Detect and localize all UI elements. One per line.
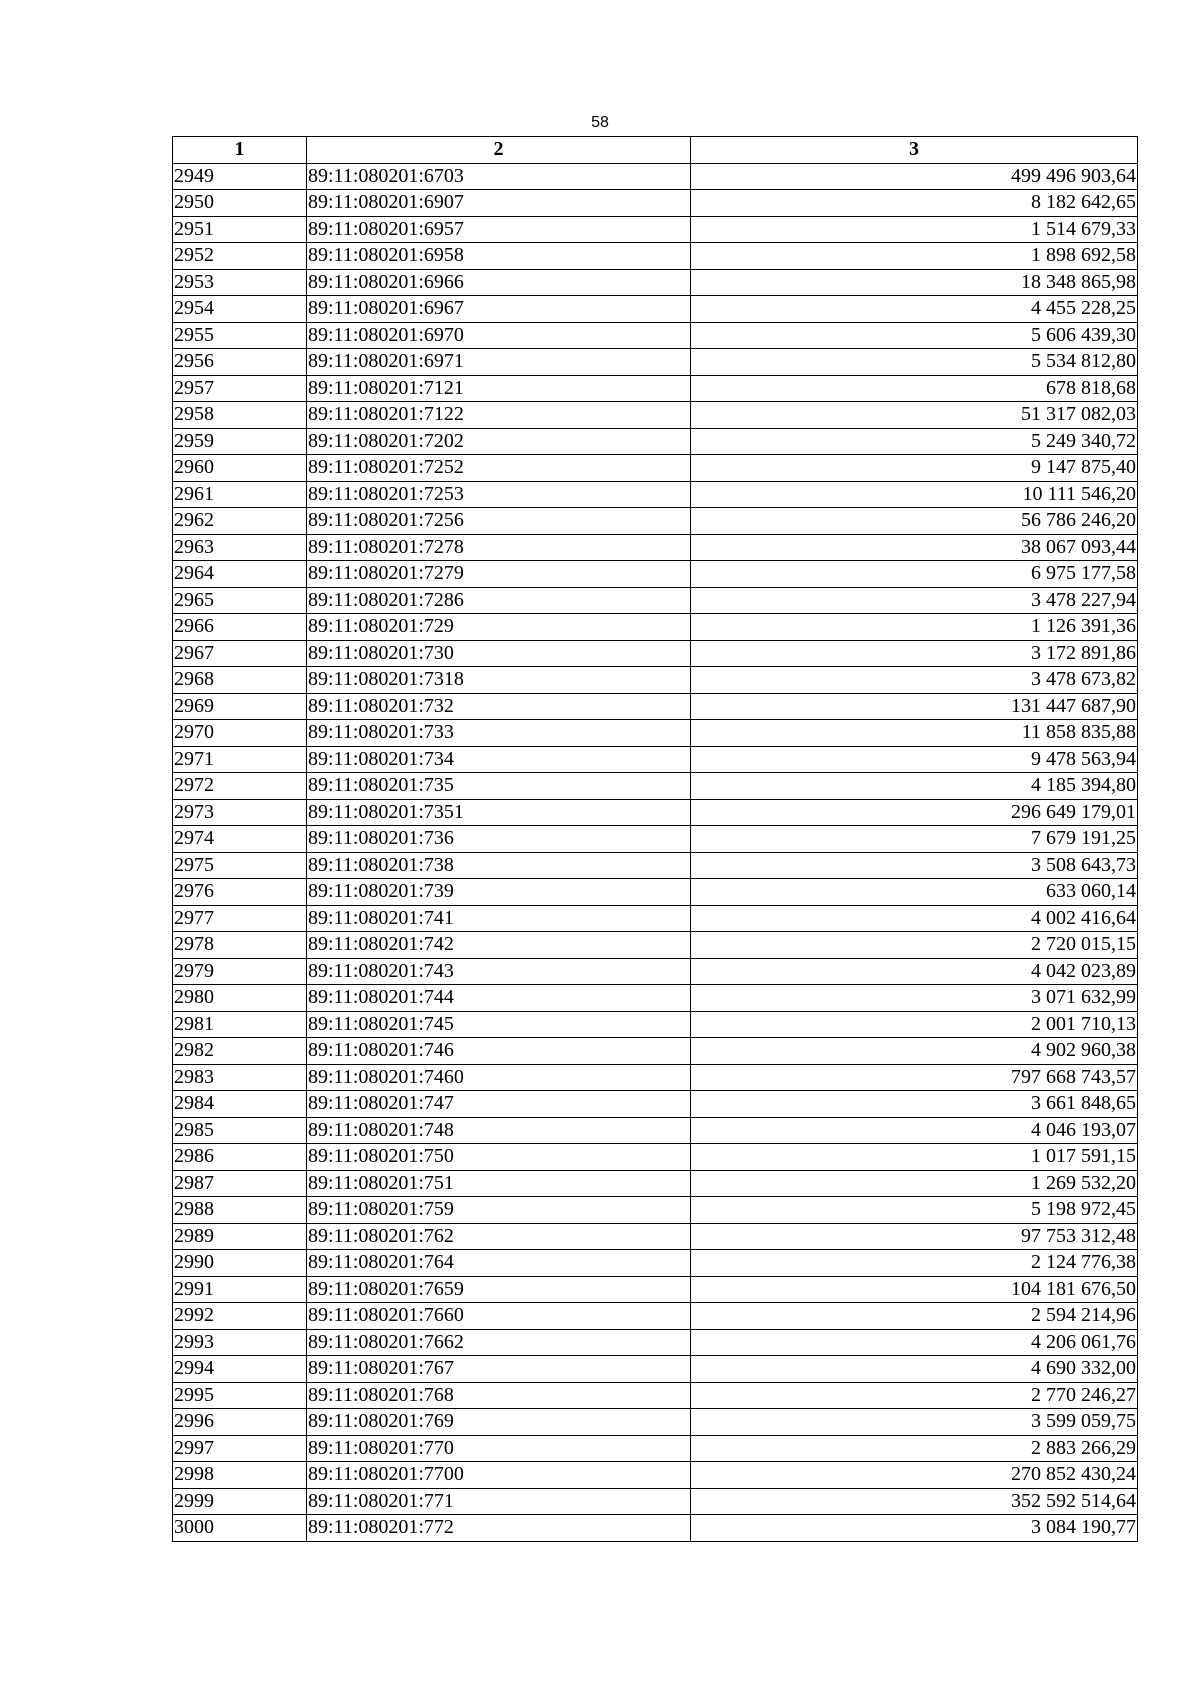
table-row [173,508,1138,535]
table-row [173,1064,1138,1091]
value-cell: 352 592 514,64 [691,1488,1138,1515]
cadastral-number-cell: 89:11:080201:7351 [307,799,691,826]
cadastral-number-cell: 89:11:080201:7252 [307,455,691,482]
table-body [173,163,1138,1541]
value-cell: 9 147 875,40 [691,455,1138,482]
table-row [173,216,1138,243]
value-cell: 4 042 023,89 [691,958,1138,985]
cadastral-number-cell: 89:11:080201:762 [307,1223,691,1250]
cadastral-number-cell: 89:11:080201:746 [307,1038,691,1065]
value-cell: 3 172 891,86 [691,640,1138,667]
table-row [173,1011,1138,1038]
table-row [173,243,1138,270]
column-header-2: 2 [307,137,691,164]
cadastral-number-cell: 89:11:080201:6907 [307,190,691,217]
row-number-cell: 2955 [173,322,307,349]
value-cell: 4 046 193,07 [691,1117,1138,1144]
row-number-cell: 2958 [173,402,307,429]
cadastral-number-cell: 89:11:080201:751 [307,1170,691,1197]
value-cell: 9 478 563,94 [691,746,1138,773]
value-cell: 56 786 246,20 [691,508,1138,535]
table-row [173,746,1138,773]
value-cell: 2 001 710,13 [691,1011,1138,1038]
value-cell: 3 071 632,99 [691,985,1138,1012]
cadastral-number-cell: 89:11:080201:6966 [307,269,691,296]
cadastral-number-cell: 89:11:080201:7318 [307,667,691,694]
row-number-cell: 2959 [173,428,307,455]
table-header [173,137,1138,164]
row-number-cell: 2967 [173,640,307,667]
table-row [173,985,1138,1012]
value-cell: 5 198 972,45 [691,1197,1138,1224]
cadastral-number-cell: 89:11:080201:748 [307,1117,691,1144]
cadastral-number-cell: 89:11:080201:742 [307,932,691,959]
cadastral-number-cell: 89:11:080201:7202 [307,428,691,455]
cadastral-number-cell: 89:11:080201:7659 [307,1276,691,1303]
column-header-1: 1 [173,137,307,164]
value-cell: 1 898 692,58 [691,243,1138,270]
table-row [173,1117,1138,1144]
column-header-3: 3 [691,137,1138,164]
cadastral-number-cell: 89:11:080201:6957 [307,216,691,243]
value-cell: 678 818,68 [691,375,1138,402]
row-number-cell: 2962 [173,508,307,535]
cadastral-number-cell: 89:11:080201:7253 [307,481,691,508]
value-cell: 3 599 059,75 [691,1409,1138,1436]
value-cell: 5 249 340,72 [691,428,1138,455]
table-row [173,534,1138,561]
table-row [173,1515,1138,1542]
value-cell: 633 060,14 [691,879,1138,906]
row-number-cell: 2991 [173,1276,307,1303]
cadastral-number-cell: 89:11:080201:7286 [307,587,691,614]
table-row [173,1303,1138,1330]
cadastral-number-cell: 89:11:080201:6958 [307,243,691,270]
row-number-cell: 2995 [173,1382,307,1409]
cadastral-number-cell: 89:11:080201:745 [307,1011,691,1038]
table-row [173,1144,1138,1171]
value-cell: 2 720 015,15 [691,932,1138,959]
value-cell: 3 478 227,94 [691,587,1138,614]
row-number-cell: 2956 [173,349,307,376]
value-cell: 3 661 848,65 [691,1091,1138,1118]
table-row [173,852,1138,879]
cadastral-number-cell: 89:11:080201:747 [307,1091,691,1118]
value-cell: 1 514 679,33 [691,216,1138,243]
value-cell: 51 317 082,03 [691,402,1138,429]
value-cell: 1 269 532,20 [691,1170,1138,1197]
cadastral-number-cell: 89:11:080201:770 [307,1435,691,1462]
table-row [173,1170,1138,1197]
value-cell: 38 067 093,44 [691,534,1138,561]
cadastral-number-cell: 89:11:080201:7122 [307,402,691,429]
table-row [173,1356,1138,1383]
row-number-cell: 2964 [173,561,307,588]
row-number-cell: 2952 [173,243,307,270]
table-row [173,799,1138,826]
row-number-cell: 2965 [173,587,307,614]
row-number-cell: 2949 [173,163,307,190]
cadastral-number-cell: 89:11:080201:735 [307,773,691,800]
row-number-cell: 2951 [173,216,307,243]
row-number-cell: 2983 [173,1064,307,1091]
cadastral-number-cell: 89:11:080201:736 [307,826,691,853]
row-number-cell: 2984 [173,1091,307,1118]
cadastral-number-cell: 89:11:080201:7256 [307,508,691,535]
value-cell: 3 084 190,77 [691,1515,1138,1542]
value-cell: 499 496 903,64 [691,163,1138,190]
row-number-cell: 2980 [173,985,307,1012]
table-row [173,1091,1138,1118]
table-row [173,1409,1138,1436]
cadastral-number-cell: 89:11:080201:7460 [307,1064,691,1091]
cadastral-number-cell: 89:11:080201:769 [307,1409,691,1436]
cadastral-number-cell: 89:11:080201:7700 [307,1462,691,1489]
value-cell: 4 455 228,25 [691,296,1138,323]
table-row [173,932,1138,959]
cadastral-number-cell: 89:11:080201:7660 [307,1303,691,1330]
cadastral-number-cell: 89:11:080201:733 [307,720,691,747]
table-row [173,1250,1138,1277]
row-number-cell: 2989 [173,1223,307,1250]
value-cell: 3 508 643,73 [691,852,1138,879]
value-cell: 10 111 546,20 [691,481,1138,508]
table-row [173,375,1138,402]
row-number-cell: 2953 [173,269,307,296]
table-row [173,561,1138,588]
row-number-cell: 2993 [173,1329,307,1356]
row-number-cell: 2997 [173,1435,307,1462]
value-cell: 18 348 865,98 [691,269,1138,296]
cadastral-number-cell: 89:11:080201:732 [307,693,691,720]
table-row [173,1276,1138,1303]
value-cell: 8 182 642,65 [691,190,1138,217]
cadastral-number-cell: 89:11:080201:729 [307,614,691,641]
value-cell: 11 858 835,88 [691,720,1138,747]
value-cell: 797 668 743,57 [691,1064,1138,1091]
row-number-cell: 2978 [173,932,307,959]
table-row [173,614,1138,641]
row-number-cell: 2974 [173,826,307,853]
row-number-cell: 2985 [173,1117,307,1144]
table-row [173,720,1138,747]
value-cell: 1 126 391,36 [691,614,1138,641]
value-cell: 104 181 676,50 [691,1276,1138,1303]
row-number-cell: 3000 [173,1515,307,1542]
table-row [173,322,1138,349]
table-row [173,1382,1138,1409]
value-cell: 5 606 439,30 [691,322,1138,349]
table-row [173,958,1138,985]
cadastral-number-cell: 89:11:080201:759 [307,1197,691,1224]
table-row [173,402,1138,429]
cadastral-number-cell: 89:11:080201:744 [307,985,691,1012]
row-number-cell: 2954 [173,296,307,323]
row-number-cell: 2961 [173,481,307,508]
cadastral-number-cell: 89:11:080201:7662 [307,1329,691,1356]
cadastral-number-cell: 89:11:080201:6967 [307,296,691,323]
cadastral-number-cell: 89:11:080201:734 [307,746,691,773]
table-row [173,428,1138,455]
value-cell: 4 690 332,00 [691,1356,1138,1383]
row-number-cell: 2998 [173,1462,307,1489]
row-number-cell: 2988 [173,1197,307,1224]
table-row [173,1038,1138,1065]
cadastral-number-cell: 89:11:080201:768 [307,1382,691,1409]
table-row [173,163,1138,190]
cadastral-number-cell: 89:11:080201:6703 [307,163,691,190]
cadastral-number-cell: 89:11:080201:6970 [307,322,691,349]
value-cell: 270 852 430,24 [691,1462,1138,1489]
cadastral-number-cell: 89:11:080201:739 [307,879,691,906]
row-number-cell: 2979 [173,958,307,985]
row-number-cell: 2970 [173,720,307,747]
table-row [173,693,1138,720]
row-number-cell: 2996 [173,1409,307,1436]
table-row [173,481,1138,508]
row-number-cell: 2987 [173,1170,307,1197]
row-number-cell: 2982 [173,1038,307,1065]
cadastral-number-cell: 89:11:080201:772 [307,1515,691,1542]
row-number-cell: 2973 [173,799,307,826]
value-cell: 4 185 394,80 [691,773,1138,800]
row-number-cell: 2960 [173,455,307,482]
row-number-cell: 2981 [173,1011,307,1038]
row-number-cell: 2950 [173,190,307,217]
cadastral-number-cell: 89:11:080201:764 [307,1250,691,1277]
page-number: 58 [591,114,609,131]
row-number-cell: 2963 [173,534,307,561]
table-row [173,1462,1138,1489]
value-cell: 1 017 591,15 [691,1144,1138,1171]
row-number-cell: 2972 [173,773,307,800]
table-row [173,455,1138,482]
table-row [173,826,1138,853]
cadastral-number-cell: 89:11:080201:7121 [307,375,691,402]
cadastral-number-cell: 89:11:080201:738 [307,852,691,879]
row-number-cell: 2990 [173,1250,307,1277]
row-number-cell: 2957 [173,375,307,402]
value-cell: 7 679 191,25 [691,826,1138,853]
value-cell: 131 447 687,90 [691,693,1138,720]
row-number-cell: 2969 [173,693,307,720]
cadastral-number-cell: 89:11:080201:750 [307,1144,691,1171]
row-number-cell: 2976 [173,879,307,906]
value-cell: 97 753 312,48 [691,1223,1138,1250]
table-row [173,349,1138,376]
table-row [173,905,1138,932]
row-number-cell: 2986 [173,1144,307,1171]
row-number-cell: 2994 [173,1356,307,1383]
header-row [173,137,1138,164]
value-cell: 6 975 177,58 [691,561,1138,588]
value-cell: 296 649 179,01 [691,799,1138,826]
row-number-cell: 2975 [173,852,307,879]
value-cell: 2 594 214,96 [691,1303,1138,1330]
row-number-cell: 2977 [173,905,307,932]
value-cell: 2 883 266,29 [691,1435,1138,1462]
table-row [173,190,1138,217]
table-row [173,1223,1138,1250]
table-row [173,1197,1138,1224]
data-table [172,136,1138,1542]
table-row [173,773,1138,800]
cadastral-number-cell: 89:11:080201:7279 [307,561,691,588]
cadastral-number-cell: 89:11:080201:743 [307,958,691,985]
row-number-cell: 2992 [173,1303,307,1330]
table-row [173,1435,1138,1462]
table-row [173,879,1138,906]
row-number-cell: 2999 [173,1488,307,1515]
row-number-cell: 2971 [173,746,307,773]
table-row [173,269,1138,296]
value-cell: 5 534 812,80 [691,349,1138,376]
table-row [173,667,1138,694]
value-cell: 2 770 246,27 [691,1382,1138,1409]
cadastral-number-cell: 89:11:080201:741 [307,905,691,932]
value-cell: 4 902 960,38 [691,1038,1138,1065]
cadastral-number-cell: 89:11:080201:771 [307,1488,691,1515]
table-row [173,296,1138,323]
row-number-cell: 2966 [173,614,307,641]
value-cell: 4 206 061,76 [691,1329,1138,1356]
value-cell: 2 124 776,38 [691,1250,1138,1277]
value-cell: 3 478 673,82 [691,667,1138,694]
cadastral-number-cell: 89:11:080201:6971 [307,349,691,376]
value-cell: 4 002 416,64 [691,905,1138,932]
cadastral-number-cell: 89:11:080201:7278 [307,534,691,561]
table-row [173,587,1138,614]
table-row [173,1488,1138,1515]
table-row [173,640,1138,667]
table-row [173,1329,1138,1356]
cadastral-number-cell: 89:11:080201:730 [307,640,691,667]
row-number-cell: 2968 [173,667,307,694]
cadastral-number-cell: 89:11:080201:767 [307,1356,691,1383]
